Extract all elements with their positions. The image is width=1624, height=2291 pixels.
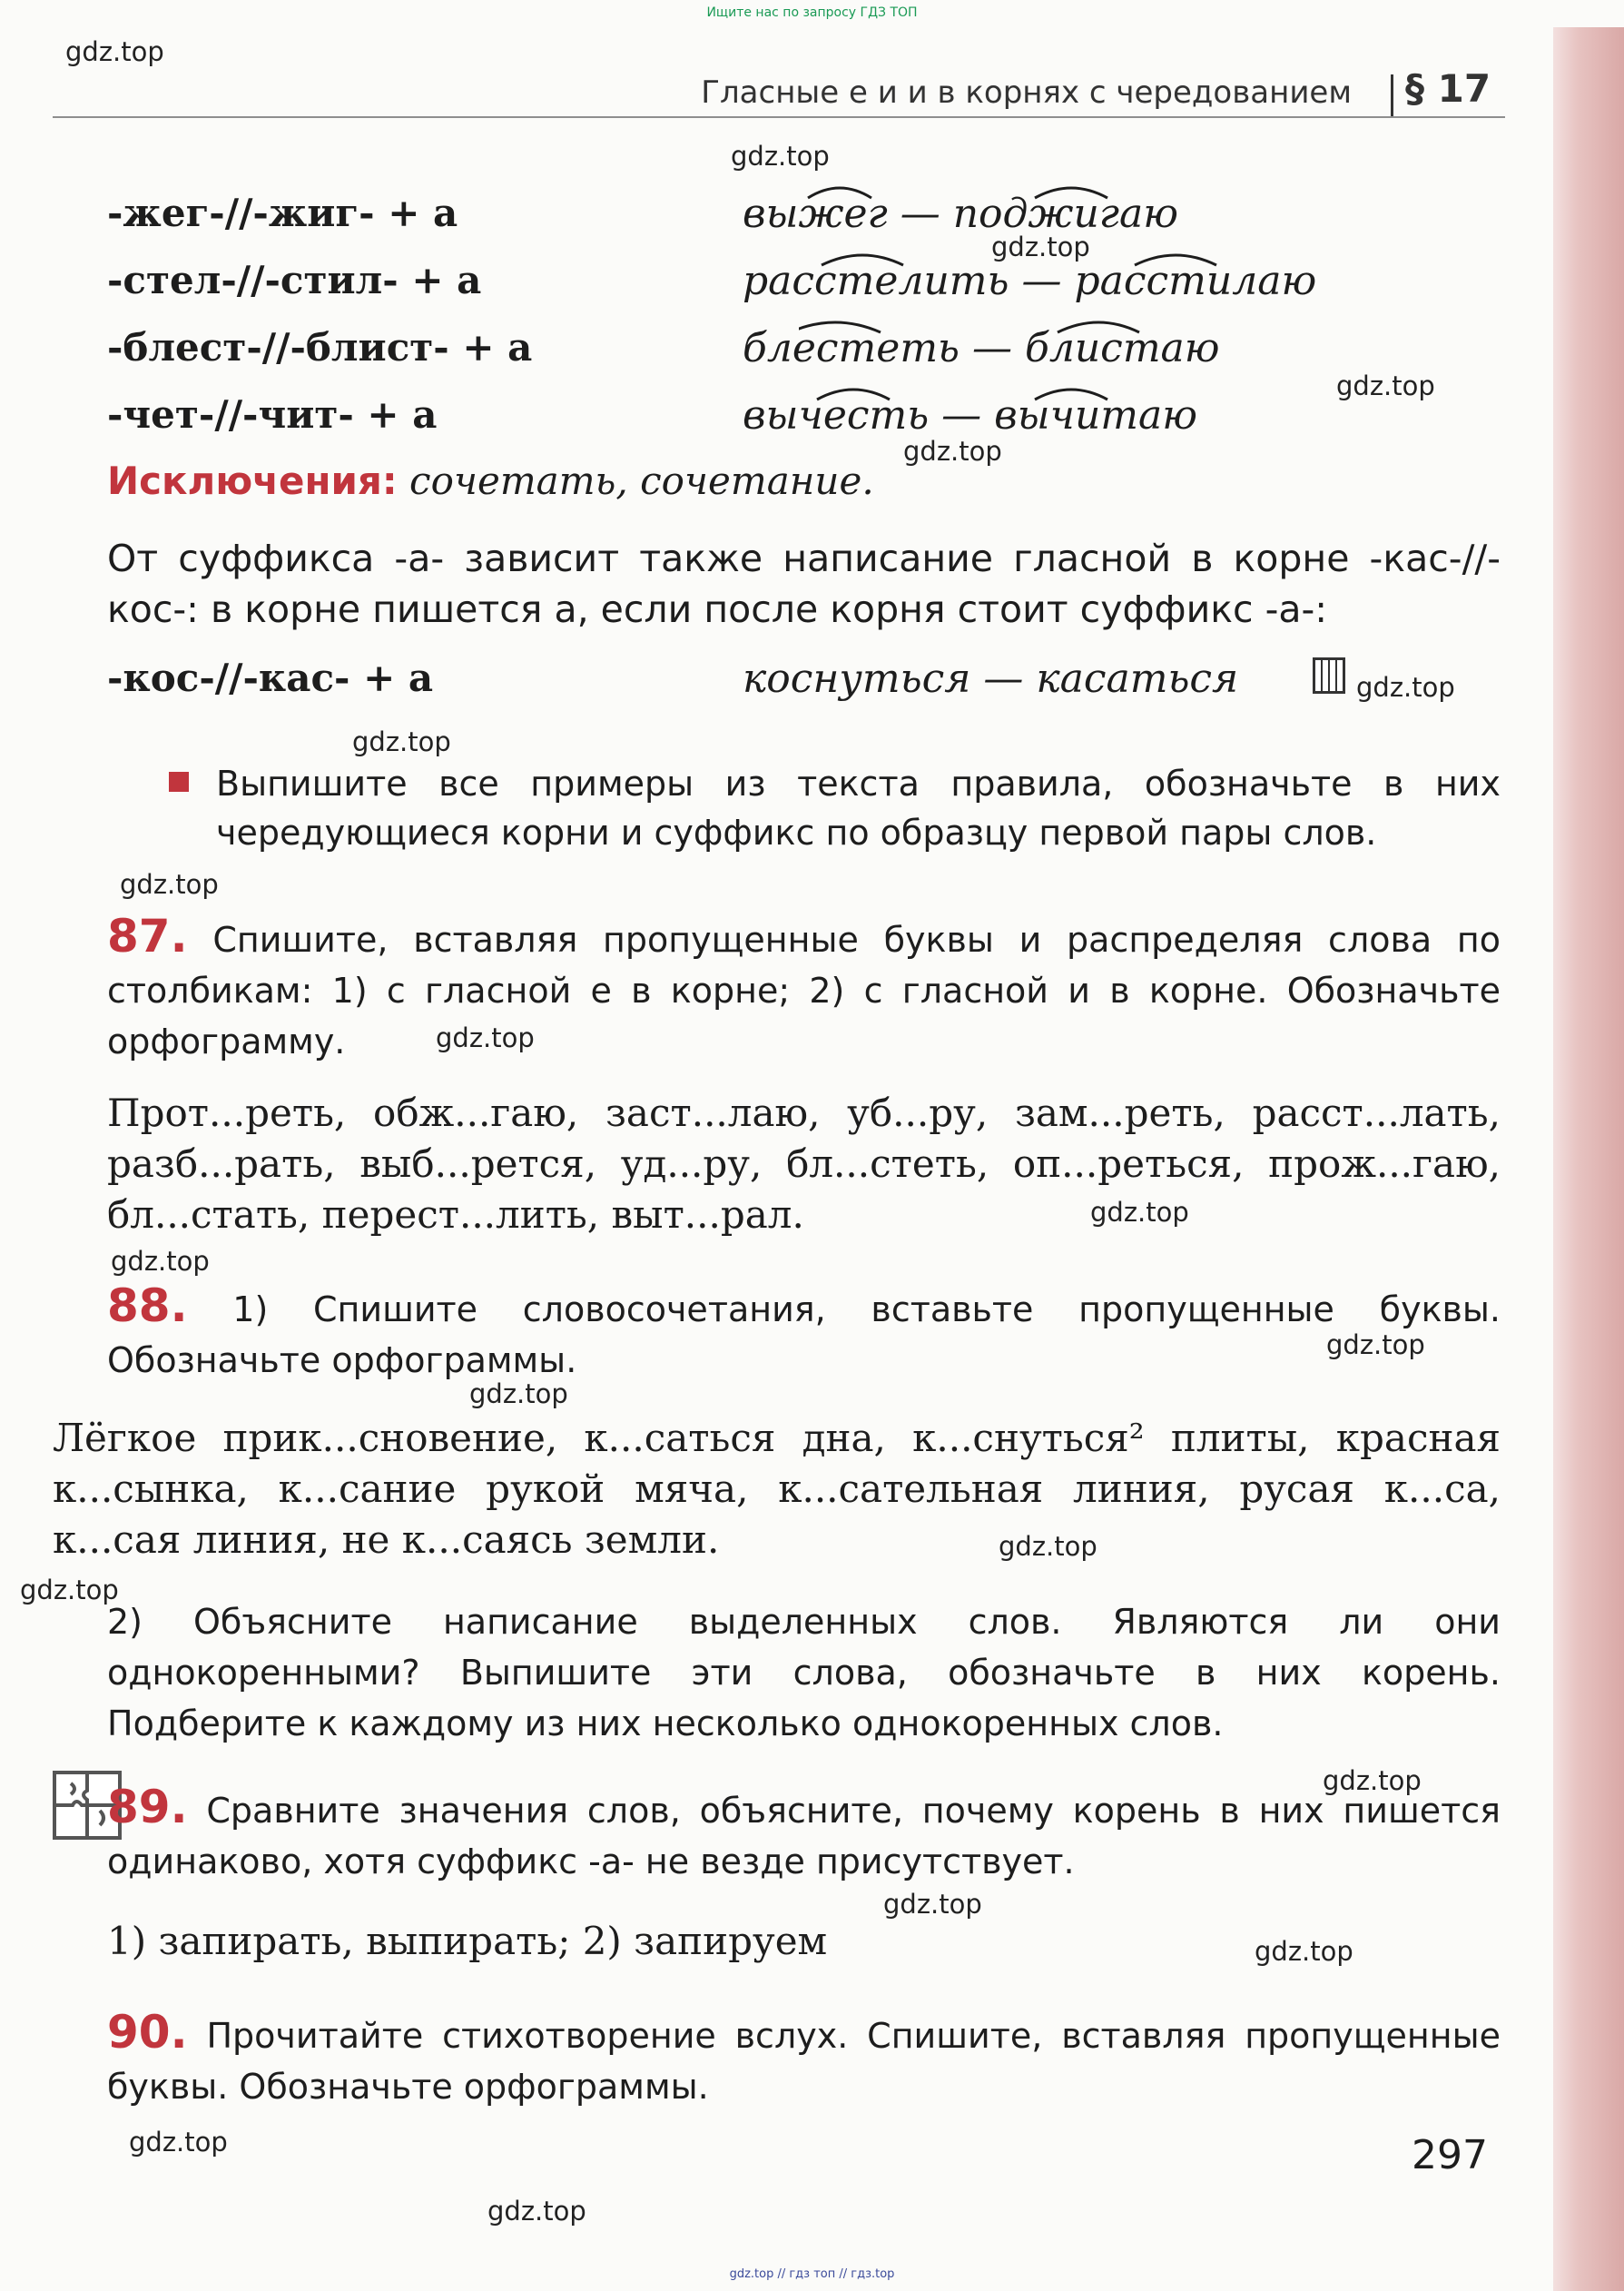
exercise-task: Прочитайте стихотворение вслух. Спишите, вставляя пропущенные буквы. Обозначьте орфограммы. — [107, 2016, 1501, 2107]
bottom-hint: gdz.top // гдз топ // гдз.top — [729, 2267, 895, 2281]
morpheme-marks — [799, 180, 1543, 443]
watermark: gdz.top — [487, 2196, 586, 2227]
watermark: gdz.top — [65, 36, 164, 67]
exceptions-words: сочетать, сочетание. — [409, 459, 874, 503]
exceptions-line — [107, 459, 874, 503]
watermark: gdz.top — [120, 869, 219, 900]
exercise-88 — [107, 1280, 1501, 1386]
exercise-number: 90. — [107, 2006, 188, 2059]
watermark: gdz.top — [129, 2127, 228, 2158]
watermark: gdz.top — [1323, 1765, 1422, 1796]
running-head: Гласные е и и в корнях с чередованием — [701, 74, 1352, 111]
watermark: gdz.top — [1336, 370, 1435, 401]
watermark: gdz.top — [1255, 1936, 1353, 1967]
page-edge-shading — [1553, 27, 1624, 2291]
exceptions-label: Исключения: — [107, 459, 398, 503]
exercise-text: Прот...реть, обж...гаю, заст...лаю, уб...ру, зам...реть, расст...лать, разб...рать, выб...рется, уд...ру, бл...стеть, оп...реться, прож...гаю, бл...стать, перест...лить, выт...рал. — [107, 1091, 1501, 1237]
top-hint: Ищите нас по запросу ГДЗ ТОП — [706, 5, 918, 20]
exercise-task-2: 2) Объясните написание выделенных слов. Являются ли они однокоренными? Выпишите эти слова, обозначьте в них корень. Подберите к каждому из них несколько однокоренных слов. — [107, 1602, 1501, 1743]
rule-left: -блест-//-блист- + а — [107, 325, 533, 370]
exercise-number: 88. — [107, 1279, 188, 1332]
rule-left: -чет-//-чит- + а — [107, 392, 438, 437]
watermark: gdz.top — [352, 726, 451, 757]
watermark: gdz.top — [731, 141, 830, 172]
rule-example: вычесть — вычитаю — [743, 392, 1197, 439]
section-number: § 17 — [1405, 66, 1491, 111]
watermark: gdz.top — [20, 1575, 119, 1605]
rule-example: блестеть — блистаю — [743, 325, 1220, 371]
kas-paragraph: От суффикса -а- зависит также написание гласной в корне -кас-//-кос-: в корне пишется а, если после корня стоит суффикс -а-: — [107, 537, 1501, 631]
bullet-task: Выпишите все примеры из текста правила, обозначьте в них чередующиеся корни и суффикс по образцу первой пары слов. — [216, 764, 1501, 853]
exercise-89 — [107, 1782, 1501, 1887]
page-number: 297 — [1412, 2132, 1488, 2178]
watermark: gdz.top — [469, 1378, 568, 1409]
watermark: gdz.top — [991, 232, 1090, 262]
rule-example: расстелить — расстилаю — [743, 258, 1317, 304]
exercise-task: Сравните значения слов, объясните, почему корень в них пишется одинаково, хотя суффикс -а- не везде присутствует. — [107, 1791, 1501, 1881]
watermark: gdz.top — [1326, 1329, 1425, 1360]
header-rule — [53, 116, 1505, 118]
watermark: gdz.top — [1356, 672, 1455, 703]
exercise-90 — [107, 2007, 1501, 2112]
exercise-task: Спишите, вставляя пропущенные буквы и распределяя слова по столбикам: 1) с гласной е в корне; 2) с гласной и в корне. Обозначьте орфограмму. — [107, 920, 1501, 1062]
watermark: gdz.top — [1090, 1197, 1189, 1228]
exercise-text: 1) запирать, выпирать; 2) запируем — [107, 1919, 828, 1963]
watermark: gdz.top — [111, 1246, 210, 1277]
rule-left: -жег-//-жиг- + а — [107, 191, 458, 235]
watermark: gdz.top — [883, 1889, 982, 1920]
bullet-square — [169, 772, 189, 792]
exercise-text: Лёгкое прик...сновение, к...саться дна, к...снуться² плиты, красная к...сынка, к...сание рукой мяча, к...сательная линия, русая к...са, к...сая линия, не к...саясь земли. — [53, 1416, 1501, 1562]
rule-example: выжег — поджигаю — [743, 191, 1178, 237]
watermark: gdz.top — [903, 436, 1002, 467]
book-icon — [1313, 657, 1345, 694]
rule-left: -стел-//-стил- + а — [107, 258, 482, 302]
exercise-number: 89. — [107, 1781, 188, 1833]
exercise-87 — [107, 911, 1501, 1067]
exercise-task: 1) Спишите словосочетания, вставьте пропущенные буквы. Обозначьте орфограммы. — [107, 1289, 1501, 1380]
exercise-number: 87. — [107, 910, 188, 963]
rule-left: -кос-//-кас- + а — [107, 656, 434, 700]
rule-example: коснуться — касаться — [743, 656, 1239, 702]
section-divider — [1391, 74, 1393, 116]
watermark: gdz.top — [436, 1022, 535, 1053]
watermark: gdz.top — [999, 1531, 1097, 1562]
